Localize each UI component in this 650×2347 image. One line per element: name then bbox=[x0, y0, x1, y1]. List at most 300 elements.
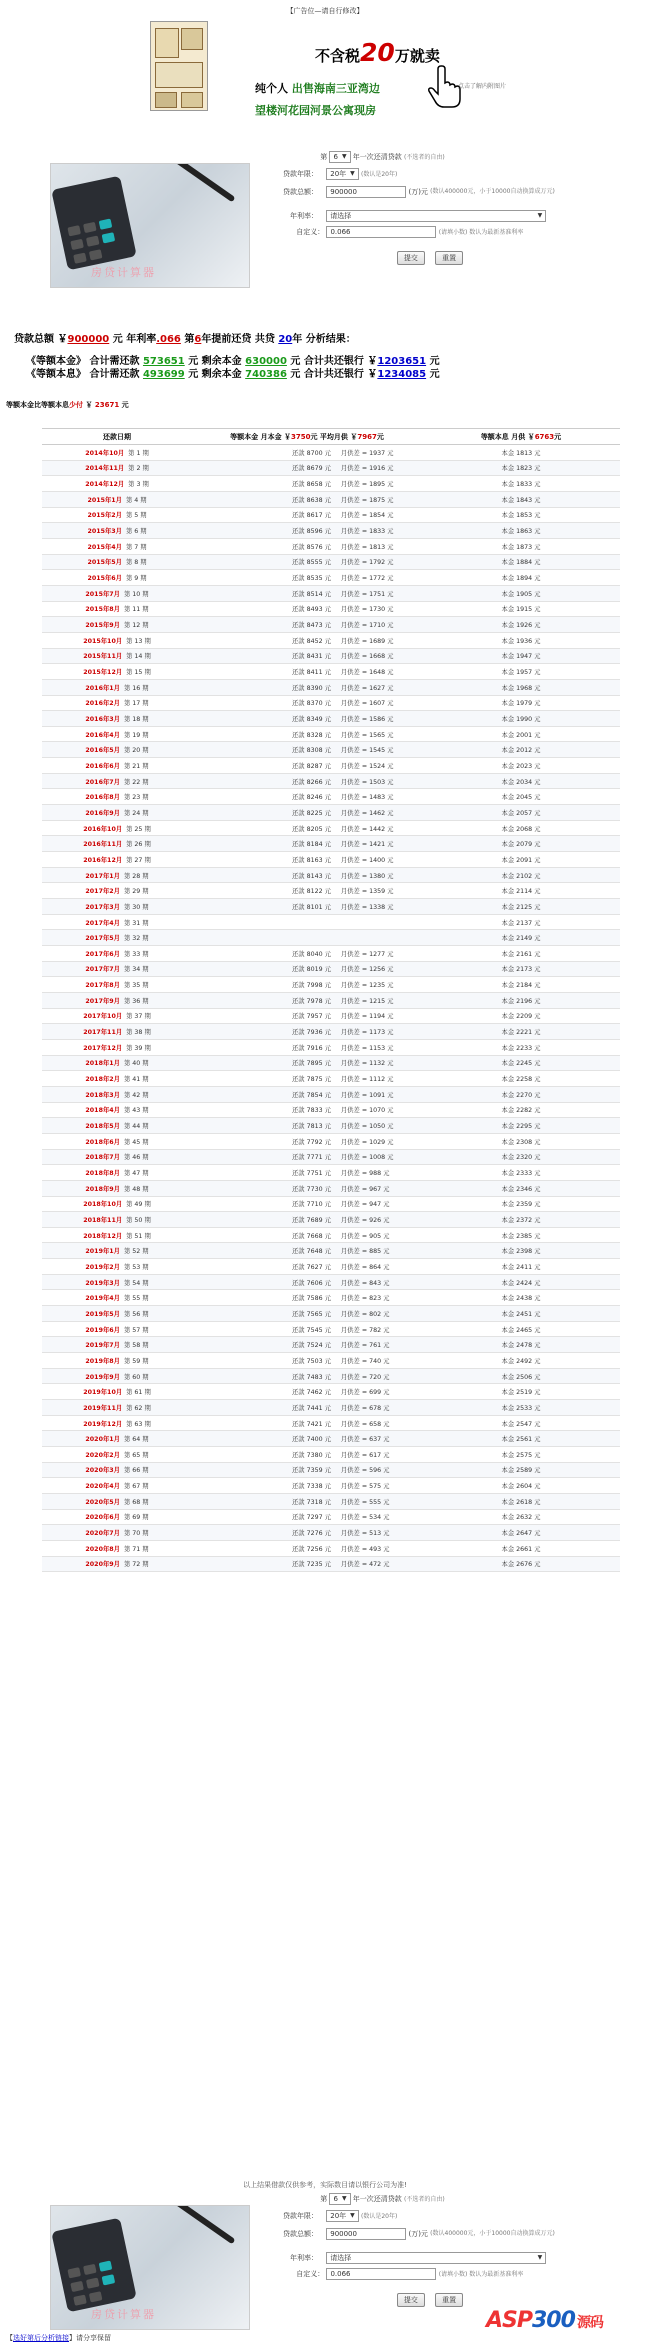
row-difference: 月供差 = 493 元 bbox=[340, 1545, 390, 1553]
row-equal-principal bbox=[192, 1227, 422, 1243]
result-yuan: 元 bbox=[429, 369, 440, 380]
row-equal-principal bbox=[192, 805, 422, 821]
row-payment: 还款 8535 元 bbox=[292, 575, 331, 583]
row-date bbox=[42, 585, 192, 601]
row-period: 第 44 期 bbox=[123, 1123, 149, 1131]
row-equal-interest: 本金 2372 元 bbox=[422, 1212, 620, 1228]
row-equal-principal bbox=[192, 992, 422, 1008]
row-difference: 月供差 = 802 元 bbox=[340, 1310, 390, 1318]
ad-line-1-a: 纯个人 bbox=[255, 82, 288, 95]
reset-button[interactable]: 重置 bbox=[435, 2293, 463, 2307]
row-difference: 月供差 = 1586 元 bbox=[340, 715, 394, 723]
table-row bbox=[42, 773, 620, 789]
table-row bbox=[42, 1180, 620, 1196]
table-row bbox=[42, 946, 620, 962]
result-paid-value: 493699 bbox=[142, 369, 185, 380]
row-period: 第 67 期 bbox=[123, 1483, 149, 1491]
amount-label: 贷款总额： bbox=[283, 2230, 318, 2238]
row-year-month: 2017年12月 bbox=[83, 1044, 123, 1052]
row-period: 第 15 期 bbox=[126, 669, 151, 677]
row-payment: 还款 7380 元 bbox=[292, 1451, 331, 1459]
row-payment: 还款 8349 元 bbox=[292, 715, 331, 723]
row-equal-interest: 本金 1968 元 bbox=[422, 679, 620, 695]
rate-select[interactable] bbox=[326, 2252, 546, 2264]
row-equal-principal bbox=[192, 1055, 422, 1071]
result-total-value: 1203651 bbox=[377, 356, 427, 367]
early-repay-note: (不选者的自由) bbox=[404, 154, 445, 161]
row-year-month: 2016年6月 bbox=[85, 762, 120, 770]
row-equal-principal bbox=[192, 695, 422, 711]
rate-select[interactable] bbox=[326, 210, 546, 222]
row-equal-interest: 本金 2295 元 bbox=[422, 1118, 620, 1134]
row-date bbox=[42, 507, 192, 523]
amount-unit: (万)元 bbox=[408, 2230, 428, 2238]
table-row bbox=[42, 1133, 620, 1149]
row-equal-principal bbox=[192, 648, 422, 664]
row-difference: 月供差 = 1380 元 bbox=[340, 872, 394, 880]
row-period: 第 34 期 bbox=[123, 966, 149, 974]
rate-custom-label: 自定义： bbox=[296, 228, 325, 236]
calculator-image bbox=[50, 163, 250, 288]
row-year-month: 2018年11月 bbox=[83, 1216, 123, 1224]
row-period: 第 68 期 bbox=[123, 1498, 149, 1506]
row-year-month: 2019年1月 bbox=[85, 1248, 120, 1256]
row-year-month: 2019年5月 bbox=[85, 1310, 120, 1318]
repayment-table bbox=[42, 428, 620, 1572]
row-period: 第 54 期 bbox=[123, 1279, 149, 1287]
row-equal-interest: 本金 2137 元 bbox=[422, 914, 620, 930]
row-difference: 月供差 = 1648 元 bbox=[340, 669, 394, 677]
row-year-month: 2016年1月 bbox=[85, 684, 120, 692]
row-equal-interest: 本金 2604 元 bbox=[422, 1478, 620, 1494]
table-row bbox=[42, 1118, 620, 1134]
table-row bbox=[42, 1509, 620, 1525]
logo-text-b: 300 bbox=[532, 2308, 575, 2333]
row-equal-interest: 本金 2478 元 bbox=[422, 1337, 620, 1353]
rate-row bbox=[260, 210, 546, 222]
row-difference: 月供差 = 596 元 bbox=[340, 1467, 390, 1475]
row-year-month: 2015年11月 bbox=[83, 653, 123, 661]
row-period: 第 42 期 bbox=[123, 1091, 149, 1099]
row-payment: 还款 8246 元 bbox=[292, 794, 331, 802]
row-date bbox=[42, 773, 192, 789]
row-difference: 月供差 = 1008 元 bbox=[340, 1154, 394, 1162]
table-row bbox=[42, 491, 620, 507]
row-year-month: 2018年5月 bbox=[85, 1123, 120, 1131]
row-equal-principal bbox=[192, 632, 422, 648]
row-period: 第 59 期 bbox=[123, 1357, 149, 1365]
row-date bbox=[42, 1071, 192, 1087]
table-row bbox=[42, 648, 620, 664]
row-year-month: 2019年9月 bbox=[85, 1373, 120, 1381]
row-equal-interest: 本金 1979 元 bbox=[422, 695, 620, 711]
row-year-month: 2018年6月 bbox=[85, 1138, 120, 1146]
row-year-month: 2018年3月 bbox=[85, 1091, 120, 1099]
row-equal-interest: 本金 2209 元 bbox=[422, 1008, 620, 1024]
row-difference: 月供差 = 885 元 bbox=[340, 1248, 390, 1256]
row-equal-interest: 本金 2385 元 bbox=[422, 1227, 620, 1243]
row-equal-principal bbox=[192, 1462, 422, 1478]
row-equal-interest: 本金 2034 元 bbox=[422, 773, 620, 789]
row-equal-principal bbox=[192, 523, 422, 539]
ad-headline bbox=[315, 38, 440, 67]
row-date bbox=[42, 930, 192, 946]
row-equal-principal bbox=[192, 852, 422, 868]
analysis-link[interactable]: 选好第后分析链接 bbox=[13, 2334, 69, 2342]
row-payment: 还款 7606 元 bbox=[292, 1279, 331, 1287]
table-row bbox=[42, 726, 620, 742]
table-row bbox=[42, 1259, 620, 1275]
table-row bbox=[42, 538, 620, 554]
row-equal-interest: 本金 2346 元 bbox=[422, 1180, 620, 1196]
row-equal-principal bbox=[192, 1368, 422, 1384]
table-row bbox=[42, 742, 620, 758]
row-payment: 还款 8658 元 bbox=[292, 481, 331, 489]
row-date bbox=[42, 1462, 192, 1478]
row-equal-interest: 本金 2661 元 bbox=[422, 1540, 620, 1556]
table-row bbox=[42, 820, 620, 836]
table-row bbox=[42, 1400, 620, 1416]
row-year-month: 2016年4月 bbox=[85, 731, 120, 739]
row-payment: 还款 7895 元 bbox=[292, 1060, 331, 1068]
row-equal-principal bbox=[192, 742, 422, 758]
ad-banner[interactable] bbox=[140, 16, 510, 126]
row-difference: 月供差 = 1524 元 bbox=[340, 762, 394, 770]
row-period: 第 28 期 bbox=[123, 872, 149, 880]
row-date bbox=[42, 445, 192, 461]
row-payment: 还款 8638 元 bbox=[292, 496, 331, 504]
row-equal-principal bbox=[192, 1525, 422, 1541]
row-period: 第 14 期 bbox=[126, 653, 151, 661]
table-row bbox=[42, 1447, 620, 1463]
row-equal-interest: 本金 1957 元 bbox=[422, 664, 620, 680]
row-difference: 月供差 = 1277 元 bbox=[340, 950, 394, 958]
years-value: 20年 bbox=[330, 170, 347, 178]
row-year-month: 2017年5月 bbox=[85, 935, 120, 943]
row-payment: 还款 7318 元 bbox=[292, 1498, 331, 1506]
row-equal-interest: 本金 2173 元 bbox=[422, 961, 620, 977]
row-equal-principal bbox=[192, 946, 422, 962]
form-buttons bbox=[150, 2293, 650, 2307]
table-row bbox=[42, 1086, 620, 1102]
table-row bbox=[42, 554, 620, 570]
submit-button[interactable]: 提交 bbox=[397, 251, 425, 265]
row-payment: 还款 7627 元 bbox=[292, 1263, 331, 1271]
row-difference: 月供差 = 1875 元 bbox=[340, 496, 394, 504]
table-row bbox=[42, 1525, 620, 1541]
early-repay-year-select[interactable] bbox=[329, 151, 350, 163]
row-date bbox=[42, 1024, 192, 1040]
table-row bbox=[42, 601, 620, 617]
rate-note: (请填小数) 数认为最新基准利率 bbox=[438, 2271, 524, 2278]
table-row bbox=[42, 523, 620, 539]
row-payment: 还款 7751 元 bbox=[292, 1170, 331, 1178]
row-equal-interest: 本金 1853 元 bbox=[422, 507, 620, 523]
row-equal-principal bbox=[192, 1556, 422, 1572]
row-equal-interest: 本金 2359 元 bbox=[422, 1196, 620, 1212]
row-period: 第 39 期 bbox=[126, 1044, 151, 1052]
amount-input[interactable]: 900000 bbox=[326, 186, 406, 198]
early-repay-year-value: 6 bbox=[333, 153, 338, 161]
early-repay-year-select[interactable] bbox=[329, 2193, 350, 2205]
row-difference: 月供差 = 1751 元 bbox=[340, 590, 394, 598]
summary-text-5: 年 分析结果： bbox=[292, 334, 356, 345]
row-equal-interest: 本金 2068 元 bbox=[422, 820, 620, 836]
row-year-month: 2015年9月 bbox=[85, 622, 120, 630]
row-period: 第 16 期 bbox=[123, 684, 149, 692]
row-date bbox=[42, 1274, 192, 1290]
row-difference: 月供差 = 1215 元 bbox=[340, 997, 394, 1005]
table-row bbox=[42, 992, 620, 1008]
table-row bbox=[42, 1368, 620, 1384]
row-difference: 月供差 = 472 元 bbox=[340, 1561, 390, 1569]
row-year-month: 2020年6月 bbox=[85, 1514, 120, 1522]
row-year-month: 2019年4月 bbox=[85, 1295, 120, 1303]
years-select[interactable] bbox=[326, 2210, 359, 2222]
summary-rate: .066 bbox=[156, 334, 181, 345]
row-date bbox=[42, 1149, 192, 1165]
row-equal-principal bbox=[192, 1384, 422, 1400]
row-year-month: 2017年3月 bbox=[85, 903, 120, 911]
chevron-down-icon: ▼ bbox=[350, 170, 355, 177]
table-row bbox=[42, 1540, 620, 1556]
row-date bbox=[42, 1008, 192, 1024]
row-year-month: 2017年4月 bbox=[85, 919, 120, 927]
row-equal-principal bbox=[192, 1478, 422, 1494]
row-difference: 月供差 = 637 元 bbox=[340, 1436, 390, 1444]
row-period: 第 52 期 bbox=[123, 1248, 149, 1256]
row-payment: 还款 8679 元 bbox=[292, 465, 331, 473]
row-period: 第 60 期 bbox=[123, 1373, 149, 1381]
row-equal-principal bbox=[192, 1180, 422, 1196]
rate-custom-label: 自定义： bbox=[296, 2270, 325, 2278]
table-row bbox=[42, 961, 620, 977]
difference-line bbox=[6, 400, 129, 410]
rate-label: 年利率： bbox=[290, 2254, 318, 2262]
row-year-month: 2020年5月 bbox=[85, 1498, 120, 1506]
row-year-month: 2015年6月 bbox=[87, 575, 122, 583]
row-equal-principal bbox=[192, 1133, 422, 1149]
row-period: 第 33 期 bbox=[123, 950, 149, 958]
reset-button[interactable]: 重置 bbox=[435, 251, 463, 265]
row-equal-principal bbox=[192, 664, 422, 680]
table-row bbox=[42, 1478, 620, 1494]
footer-note: 以上结果借款仅供参考，实际数目请以银行公司为准! bbox=[243, 2181, 407, 2189]
row-difference: 月供差 = 1895 元 bbox=[340, 481, 394, 489]
row-date bbox=[42, 992, 192, 1008]
header-principal-e: 元 bbox=[376, 432, 384, 441]
row-equal-interest: 本金 2125 元 bbox=[422, 899, 620, 915]
row-equal-interest: 本金 2057 元 bbox=[422, 805, 620, 821]
row-equal-principal bbox=[192, 1259, 422, 1275]
row-date bbox=[42, 805, 192, 821]
table-row bbox=[42, 570, 620, 586]
years-note: (数认是20年) bbox=[361, 171, 398, 178]
row-period: 第 20 期 bbox=[123, 747, 149, 755]
summary-text-2: 元 年利率 bbox=[112, 334, 157, 345]
summary-year: 6 bbox=[194, 334, 202, 345]
row-period: 第 70 期 bbox=[123, 1530, 149, 1538]
row-date bbox=[42, 1384, 192, 1400]
row-year-month: 2018年2月 bbox=[85, 1076, 120, 1084]
row-equal-principal bbox=[192, 1431, 422, 1447]
row-difference: 月供差 = 1194 元 bbox=[340, 1013, 394, 1021]
row-date bbox=[42, 523, 192, 539]
table-row bbox=[42, 1149, 620, 1165]
row-period: 第 30 期 bbox=[123, 903, 149, 911]
rate-note: (请填小数) 数认为最新基准利率 bbox=[438, 229, 524, 236]
row-period: 第 43 期 bbox=[123, 1107, 149, 1115]
header-date: 还款日期 bbox=[42, 429, 192, 445]
row-equal-principal bbox=[192, 789, 422, 805]
row-date bbox=[42, 1290, 192, 1306]
row-date bbox=[42, 538, 192, 554]
row-year-month: 2020年3月 bbox=[85, 1467, 120, 1475]
row-period: 第 47 期 bbox=[123, 1170, 149, 1178]
row-equal-interest: 本金 2258 元 bbox=[422, 1071, 620, 1087]
row-equal-principal bbox=[192, 820, 422, 836]
table-row bbox=[42, 1165, 620, 1181]
row-payment: 还款 7668 元 bbox=[292, 1232, 331, 1240]
row-equal-principal bbox=[192, 1274, 422, 1290]
row-date bbox=[42, 1118, 192, 1134]
rate-custom-input[interactable]: 0.066 bbox=[326, 226, 436, 238]
row-payment: 还款 8431 元 bbox=[292, 653, 331, 661]
row-difference: 月供差 = 1256 元 bbox=[340, 966, 394, 974]
row-equal-interest: 本金 1863 元 bbox=[422, 523, 620, 539]
result-total-label: 元 合计共还银行 ￥ bbox=[290, 356, 378, 367]
row-year-month: 2020年8月 bbox=[85, 1545, 120, 1553]
result-paid-label: 合计需还款 bbox=[89, 369, 140, 380]
row-equal-interest: 本金 2519 元 bbox=[422, 1384, 620, 1400]
row-period: 第 32 期 bbox=[123, 935, 149, 943]
years-note: (数认是20年) bbox=[361, 2213, 398, 2220]
rate-row bbox=[260, 2252, 546, 2264]
row-equal-principal bbox=[192, 1306, 422, 1322]
result-remain-label: 元 剩余本金 bbox=[188, 369, 242, 380]
table-row bbox=[42, 852, 620, 868]
row-period: 第 4 期 bbox=[125, 496, 147, 504]
row-date bbox=[42, 711, 192, 727]
row-difference: 月供差 = 1730 元 bbox=[340, 606, 394, 614]
row-year-month: 2017年7月 bbox=[85, 966, 120, 974]
row-year-month: 2017年2月 bbox=[85, 888, 120, 896]
row-payment: 还款 7256 元 bbox=[292, 1545, 331, 1553]
row-difference: 月供差 = 1070 元 bbox=[340, 1107, 394, 1115]
row-year-month: 2018年10月 bbox=[83, 1201, 123, 1209]
result-paid-value: 573651 bbox=[142, 356, 185, 367]
row-difference: 月供差 = 1235 元 bbox=[340, 982, 394, 990]
summary-line bbox=[14, 330, 356, 345]
row-payment: 还款 8101 元 bbox=[292, 903, 331, 911]
early-repay-post: 年一次还清贷款 bbox=[352, 2195, 402, 2203]
ad-click-hint: 点击了解内附图片 bbox=[458, 83, 507, 90]
result-total-label: 元 合计共还银行 ￥ bbox=[290, 369, 378, 380]
row-difference: 月供差 = 1854 元 bbox=[340, 512, 394, 520]
row-period: 第 72 期 bbox=[123, 1561, 149, 1569]
rate-label: 年利率： bbox=[290, 212, 318, 220]
row-equal-principal bbox=[192, 1212, 422, 1228]
row-date bbox=[42, 1478, 192, 1494]
row-difference: 月供差 = 1833 元 bbox=[340, 528, 394, 536]
submit-button[interactable]: 提交 bbox=[397, 2293, 425, 2307]
row-payment: 还款 7297 元 bbox=[292, 1514, 331, 1522]
row-equal-principal bbox=[192, 867, 422, 883]
row-year-month: 2017年10月 bbox=[83, 1013, 123, 1021]
table-row bbox=[42, 460, 620, 476]
row-difference: 月供差 = 1400 元 bbox=[340, 856, 394, 864]
table-row bbox=[42, 1274, 620, 1290]
row-equal-interest: 本金 2632 元 bbox=[422, 1509, 620, 1525]
years-select[interactable] bbox=[326, 168, 359, 180]
table-row bbox=[42, 1227, 620, 1243]
table-row bbox=[42, 977, 620, 993]
row-difference: 月供差 = 988 元 bbox=[340, 1170, 390, 1178]
row-equal-principal bbox=[192, 1039, 422, 1055]
row-period: 第 12 期 bbox=[123, 622, 149, 630]
row-payment: 还款 7689 元 bbox=[292, 1216, 331, 1224]
row-difference: 月供差 = 1772 元 bbox=[340, 575, 394, 583]
row-difference: 月供差 = 864 元 bbox=[340, 1263, 390, 1271]
row-difference: 月供差 = 1565 元 bbox=[340, 731, 394, 739]
row-period: 第 36 期 bbox=[123, 997, 149, 1005]
row-year-month: 2017年11月 bbox=[83, 1029, 123, 1037]
row-difference: 月供差 = 720 元 bbox=[340, 1373, 390, 1381]
rate-custom-input[interactable]: 0.066 bbox=[326, 2268, 436, 2280]
row-period: 第 50 期 bbox=[126, 1216, 151, 1224]
row-period: 第 35 期 bbox=[123, 982, 149, 990]
row-equal-principal bbox=[192, 1196, 422, 1212]
row-equal-interest: 本金 1926 元 bbox=[422, 617, 620, 633]
row-equal-principal bbox=[192, 1024, 422, 1040]
row-equal-principal bbox=[192, 1509, 422, 1525]
row-difference: 月供差 = 534 元 bbox=[340, 1514, 390, 1522]
amount-input[interactable]: 900000 bbox=[326, 2228, 406, 2240]
row-date bbox=[42, 1039, 192, 1055]
row-equal-principal bbox=[192, 914, 422, 930]
row-equal-principal bbox=[192, 1071, 422, 1087]
table-row bbox=[42, 1384, 620, 1400]
row-date bbox=[42, 946, 192, 962]
row-date bbox=[42, 1540, 192, 1556]
row-equal-principal bbox=[192, 570, 422, 586]
row-difference: 月供差 = 761 元 bbox=[340, 1342, 390, 1350]
row-period: 第 64 期 bbox=[123, 1436, 149, 1444]
row-payment: 还款 7441 元 bbox=[292, 1404, 331, 1412]
row-date bbox=[42, 899, 192, 915]
row-equal-principal bbox=[192, 899, 422, 915]
row-date bbox=[42, 1447, 192, 1463]
row-difference: 月供差 = 1607 元 bbox=[340, 700, 394, 708]
table-row bbox=[42, 695, 620, 711]
row-year-month: 2015年12月 bbox=[83, 669, 123, 677]
row-year-month: 2015年8月 bbox=[85, 606, 120, 614]
row-date bbox=[42, 1337, 192, 1353]
row-payment: 还款 7421 元 bbox=[292, 1420, 331, 1428]
table-row bbox=[42, 1196, 620, 1212]
row-year-month: 2014年12月 bbox=[85, 481, 125, 489]
row-equal-interest: 本金 2012 元 bbox=[422, 742, 620, 758]
row-payment: 还款 7730 元 bbox=[292, 1185, 331, 1193]
row-payment: 还款 8596 元 bbox=[292, 528, 331, 536]
amount-note: (数认400000元，小于10000自动换算成万元) bbox=[430, 188, 555, 195]
row-date bbox=[42, 491, 192, 507]
bottom-link-line: 【选好第后分析链接】请分享保留 bbox=[6, 2334, 111, 2342]
row-equal-principal bbox=[192, 554, 422, 570]
row-year-month: 2016年11月 bbox=[83, 841, 123, 849]
row-equal-interest: 本金 2333 元 bbox=[422, 1165, 620, 1181]
row-period: 第 57 期 bbox=[123, 1326, 149, 1334]
